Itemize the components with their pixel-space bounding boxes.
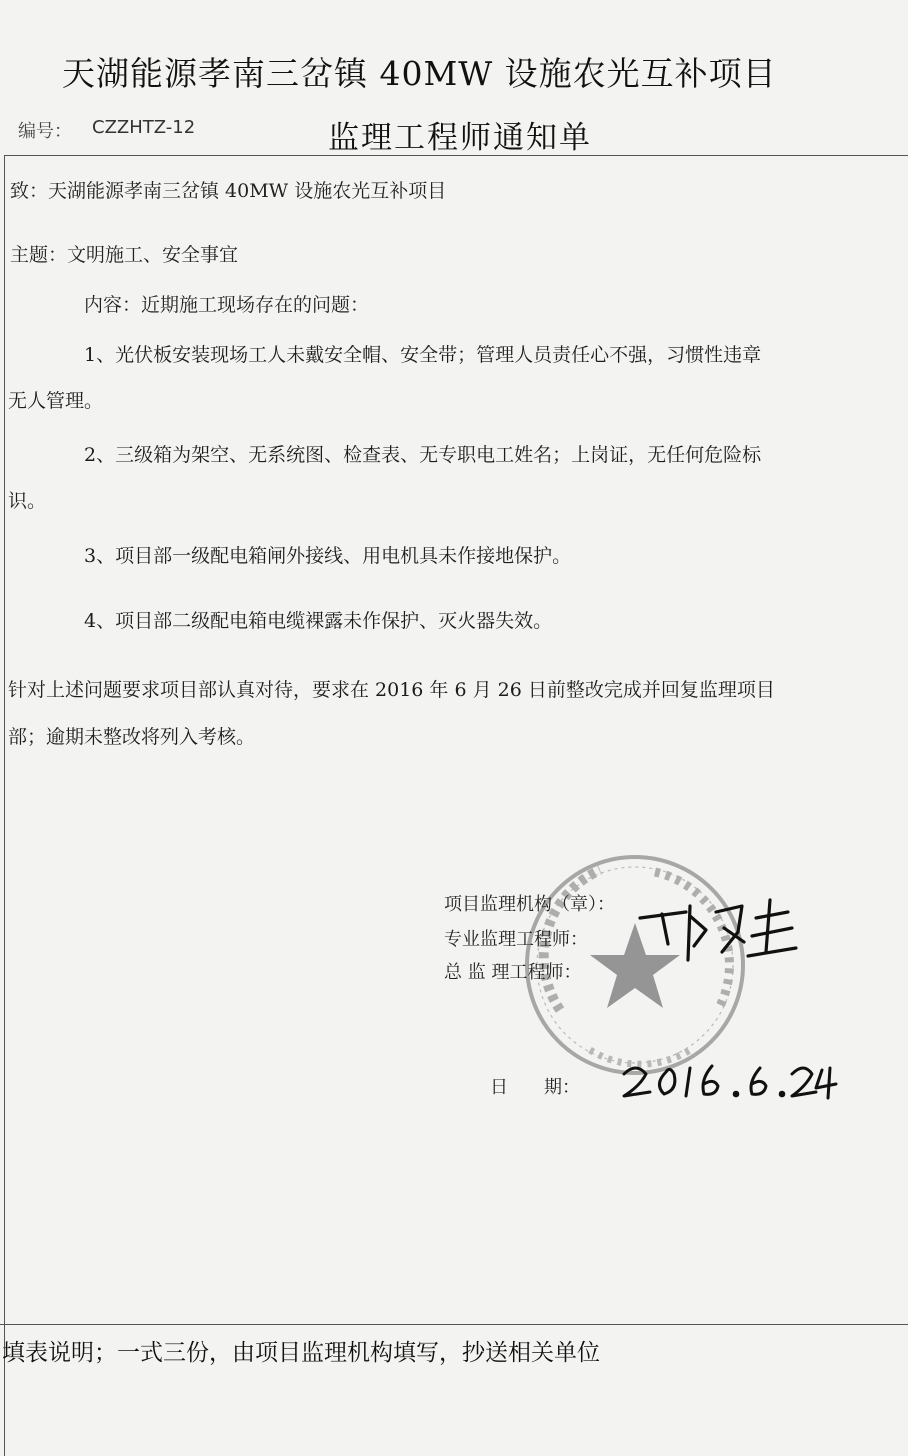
serial-number-value: CZZHTZ-12 (92, 117, 196, 138)
requirement-line-continued: 部；逾期未整改将列入考核。 (8, 726, 256, 748)
issue-item-4: 4、项目部二级配电箱电缆裸露未作保护、灭火器失效。 (84, 610, 553, 632)
serial-number-label: 编号： (18, 121, 72, 142)
footer-note: 填表说明；一式三份，由项目监理机构填写，抄送相关单位 (2, 1340, 600, 1366)
recipient-line: 致：天湖能源孝南三岔镇 40MW 设施农光互补项目 (10, 180, 447, 202)
issue-item-2: 2、三级箱为架空、无系统图、检查表、无专职电工姓名；上岗证，无任何危险标 (84, 444, 762, 466)
content-intro: 内容：近期施工现场存在的问题： (84, 294, 370, 316)
document-subtitle: 监理工程师通知单 (328, 120, 592, 156)
requirement-line: 针对上述问题要求项目部认真对待，要求在 2016 年 6 月 26 日前整改完成并回复监理项目 (8, 679, 775, 701)
issue-item-1: 1、光伏板安装现场工人未戴安全帽、安全带；管理人员责任心不强，习惯性违章 (84, 344, 762, 366)
engineer-label: 专业监理工程师： (444, 929, 588, 950)
issue-item-1-continued: 无人管理。 (8, 390, 104, 412)
issue-item-2-continued: 识。 (8, 490, 47, 512)
issue-item-3: 3、项目部一级配电箱闸外接线、用电机具未作接地保护。 (84, 545, 572, 567)
document-title: 天湖能源孝南三岔镇 40MW 设施农光互补项目 (62, 54, 777, 93)
supervision-org-label: 项目监理机构（章）： (444, 894, 615, 915)
subject-line: 主题：文明施工、安全事宜 (10, 244, 239, 266)
chief-engineer-label: 总 监 理工程师： (444, 962, 582, 983)
date-label: 日 期： (490, 1077, 580, 1098)
